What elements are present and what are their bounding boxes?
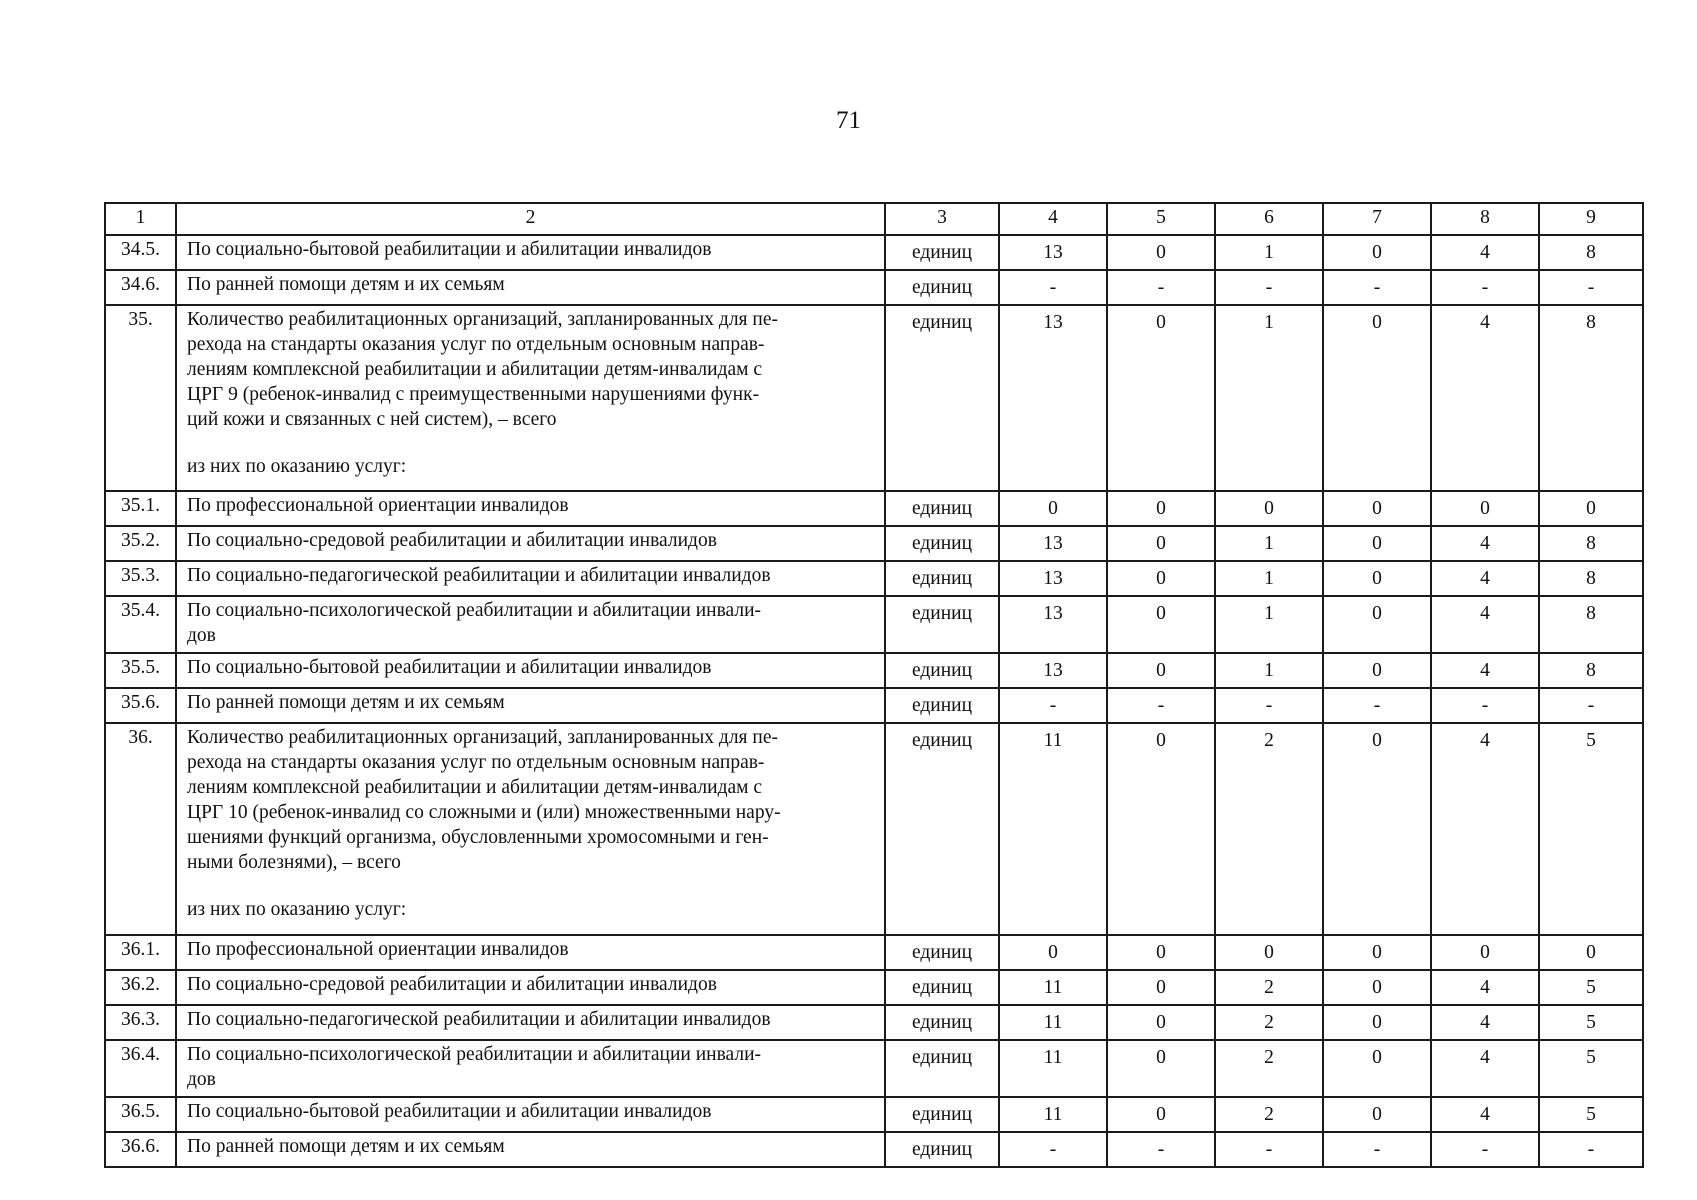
- value-cell: 0: [1323, 723, 1431, 935]
- unit-cell: единиц: [885, 1040, 999, 1097]
- value-cell: -: [1431, 688, 1539, 723]
- value-cell: 1: [1215, 596, 1323, 653]
- indicator-name: По социально-бытовой реабилитации и абилитации инвалидов: [187, 1101, 712, 1122]
- indicator-name: Количество реабилитационных организаций, запланированных для пе- рехода на стандарты оказания услуг по отдельным основным направ- лениям комплексной реабилитации и абилитации детям-инвалидам с ЦРГ 10 (ребенок-инвалид со сложными и (или) множественными нару- шениями функций организма, обусловленными хромосомными и ген- ными болезнями), – всего: [187, 727, 781, 873]
- value-cell: 0: [1323, 1005, 1431, 1040]
- indicator-name-cell: [176, 526, 885, 561]
- value-cell: 0: [1431, 935, 1539, 970]
- data-table: [104, 202, 1644, 1168]
- value-cell: 4: [1431, 561, 1539, 596]
- unit-cell: единиц: [885, 935, 999, 970]
- unit-cell: единиц: [885, 1132, 999, 1167]
- row-number: 35.3.: [105, 561, 176, 596]
- value-cell: 2: [1215, 1097, 1323, 1132]
- table-row: [105, 270, 1643, 305]
- value-cell: 0: [1431, 491, 1539, 526]
- indicator-name: По социально-педагогической реабилитации и абилитации инвалидов: [187, 565, 771, 586]
- indicator-name: По социально-педагогической реабилитации и абилитации инвалидов: [187, 1009, 771, 1030]
- value-cell: 11: [999, 970, 1107, 1005]
- table-row: [105, 653, 1643, 688]
- table-row: [105, 723, 1643, 935]
- value-cell: -: [1323, 1132, 1431, 1167]
- table-row: [105, 1097, 1643, 1132]
- value-cell: 5: [1539, 1040, 1643, 1097]
- table-row: [105, 235, 1643, 270]
- value-cell: 2: [1215, 1040, 1323, 1097]
- value-cell: 4: [1431, 305, 1539, 491]
- indicator-name: По ранней помощи детям и их семьям: [187, 1136, 505, 1157]
- unit-cell: единиц: [885, 305, 999, 491]
- value-cell: 8: [1539, 235, 1643, 270]
- row-number: 34.5.: [105, 235, 176, 270]
- unit-cell: единиц: [885, 1097, 999, 1132]
- column-header: 6: [1215, 203, 1323, 235]
- value-cell: 0: [1107, 935, 1215, 970]
- indicator-name-cell: [176, 970, 885, 1005]
- value-cell: 11: [999, 1097, 1107, 1132]
- value-cell: 0: [1323, 235, 1431, 270]
- value-cell: 0: [1323, 1040, 1431, 1097]
- unit-cell: единиц: [885, 526, 999, 561]
- indicator-name-cell: [176, 653, 885, 688]
- value-cell: 0: [1107, 1005, 1215, 1040]
- value-cell: 4: [1431, 653, 1539, 688]
- value-cell: 2: [1215, 1005, 1323, 1040]
- value-cell: 0: [1107, 596, 1215, 653]
- value-cell: 8: [1539, 526, 1643, 561]
- value-cell: 13: [999, 305, 1107, 491]
- value-cell: 0: [1107, 235, 1215, 270]
- indicator-name: По профессиональной ориентации инвалидов: [187, 939, 569, 960]
- unit-cell: единиц: [885, 723, 999, 935]
- value-cell: 13: [999, 561, 1107, 596]
- value-cell: 0: [1107, 723, 1215, 935]
- value-cell: 13: [999, 235, 1107, 270]
- value-cell: -: [1107, 1132, 1215, 1167]
- value-cell: 4: [1431, 1005, 1539, 1040]
- row-number: 36.2.: [105, 970, 176, 1005]
- value-cell: 8: [1539, 653, 1643, 688]
- row-number: 35.6.: [105, 688, 176, 723]
- value-cell: 8: [1539, 305, 1643, 491]
- value-cell: 1: [1215, 526, 1323, 561]
- value-cell: 4: [1431, 723, 1539, 935]
- row-number: 35.1.: [105, 491, 176, 526]
- value-cell: 0: [1107, 305, 1215, 491]
- value-cell: 0: [1107, 1097, 1215, 1132]
- value-cell: 13: [999, 653, 1107, 688]
- column-header: 5: [1107, 203, 1215, 235]
- indicator-note: из них по оказанию услуг:: [187, 899, 407, 920]
- value-cell: 4: [1431, 526, 1539, 561]
- value-cell: 0: [1323, 526, 1431, 561]
- value-cell: 0: [1215, 935, 1323, 970]
- table-row: [105, 596, 1643, 653]
- value-cell: 0: [999, 491, 1107, 526]
- indicator-name: По профессиональной ориентации инвалидов: [187, 495, 569, 516]
- column-header: 8: [1431, 203, 1539, 235]
- value-cell: 8: [1539, 561, 1643, 596]
- table-row: [105, 688, 1643, 723]
- indicator-name: По ранней помощи детям и их семьям: [187, 274, 505, 295]
- value-cell: -: [1539, 688, 1643, 723]
- value-cell: 5: [1539, 1097, 1643, 1132]
- value-cell: 11: [999, 1040, 1107, 1097]
- value-cell: 0: [1539, 491, 1643, 526]
- unit-cell: единиц: [885, 1005, 999, 1040]
- value-cell: 0: [1107, 561, 1215, 596]
- column-header: 3: [885, 203, 999, 235]
- table-row: [105, 935, 1643, 970]
- value-cell: 11: [999, 1005, 1107, 1040]
- table-row: [105, 491, 1643, 526]
- row-number: 35.2.: [105, 526, 176, 561]
- value-cell: -: [1107, 688, 1215, 723]
- row-number: 35.5.: [105, 653, 176, 688]
- column-header: 1: [105, 203, 176, 235]
- column-header: 2: [176, 203, 885, 235]
- value-cell: 11: [999, 723, 1107, 935]
- unit-cell: единиц: [885, 596, 999, 653]
- value-cell: 8: [1539, 596, 1643, 653]
- value-cell: 4: [1431, 1040, 1539, 1097]
- indicator-name-cell: [176, 270, 885, 305]
- indicator-name-cell: [176, 561, 885, 596]
- indicator-note: из них по оказанию услуг:: [187, 456, 407, 477]
- unit-cell: единиц: [885, 653, 999, 688]
- column-header: 9: [1539, 203, 1643, 235]
- indicator-name: По социально-средовой реабилитации и абилитации инвалидов: [187, 530, 717, 551]
- value-cell: 4: [1431, 596, 1539, 653]
- indicator-name-cell: [176, 935, 885, 970]
- value-cell: -: [1323, 270, 1431, 305]
- value-cell: 2: [1215, 970, 1323, 1005]
- table-row: [105, 526, 1643, 561]
- value-cell: 1: [1215, 561, 1323, 596]
- table-row: [105, 1005, 1643, 1040]
- column-header: 4: [999, 203, 1107, 235]
- indicator-name: Количество реабилитационных организаций, запланированных для пе- рехода на стандарты оказания услуг по отдельным основным направ- лениям комплексной реабилитации и абилитации детям-инвалидам с ЦРГ 9 (ребенок-инвалид с преимущественными нарушениями функ- ций кожи и связанных с ней систем), – всего: [187, 309, 778, 430]
- value-cell: 1: [1215, 235, 1323, 270]
- indicator-name: По социально-бытовой реабилитации и абилитации инвалидов: [187, 657, 712, 678]
- value-cell: 5: [1539, 970, 1643, 1005]
- column-header: 7: [1323, 203, 1431, 235]
- row-number: 36.6.: [105, 1132, 176, 1167]
- value-cell: -: [1215, 1132, 1323, 1167]
- row-number: 36.: [105, 723, 176, 935]
- value-cell: -: [999, 1132, 1107, 1167]
- value-cell: 0: [999, 935, 1107, 970]
- value-cell: 0: [1539, 935, 1643, 970]
- value-cell: -: [999, 270, 1107, 305]
- value-cell: 2: [1215, 723, 1323, 935]
- value-cell: -: [1323, 688, 1431, 723]
- row-number: 36.1.: [105, 935, 176, 970]
- table-row: [105, 1132, 1643, 1167]
- value-cell: -: [1215, 688, 1323, 723]
- indicator-name-cell: [176, 491, 885, 526]
- value-cell: 0: [1323, 561, 1431, 596]
- value-cell: 0: [1107, 1040, 1215, 1097]
- value-cell: 0: [1323, 935, 1431, 970]
- indicator-name-cell: [176, 596, 885, 653]
- row-number: 35.4.: [105, 596, 176, 653]
- value-cell: -: [1431, 1132, 1539, 1167]
- value-cell: 4: [1431, 1097, 1539, 1132]
- value-cell: 5: [1539, 1005, 1643, 1040]
- value-cell: 4: [1431, 235, 1539, 270]
- unit-cell: единиц: [885, 970, 999, 1005]
- row-number: 36.5.: [105, 1097, 176, 1132]
- indicator-name: По социально-психологической реабилитации и абилитации инвали- дов: [187, 600, 762, 646]
- row-number: 35.: [105, 305, 176, 491]
- page-number: 71: [836, 107, 861, 134]
- indicator-name-cell: [176, 1040, 885, 1097]
- unit-cell: единиц: [885, 491, 999, 526]
- indicator-name: По ранней помощи детям и их семьям: [187, 692, 505, 713]
- indicator-name: По социально-средовой реабилитации и абилитации инвалидов: [187, 974, 717, 995]
- value-cell: 0: [1323, 491, 1431, 526]
- value-cell: 0: [1323, 653, 1431, 688]
- value-cell: 0: [1107, 970, 1215, 1005]
- value-cell: 5: [1539, 723, 1643, 935]
- indicator-name-cell: [176, 723, 885, 935]
- value-cell: -: [1215, 270, 1323, 305]
- table-row: [105, 305, 1643, 491]
- indicator-name-cell: [176, 305, 885, 491]
- unit-cell: единиц: [885, 270, 999, 305]
- indicator-name: По социально-психологической реабилитации и абилитации инвали- дов: [187, 1044, 762, 1090]
- value-cell: 0: [1323, 305, 1431, 491]
- row-number: 34.6.: [105, 270, 176, 305]
- value-cell: -: [1539, 270, 1643, 305]
- value-cell: 13: [999, 596, 1107, 653]
- indicator-name-cell: [176, 688, 885, 723]
- value-cell: 13: [999, 526, 1107, 561]
- value-cell: -: [1107, 270, 1215, 305]
- row-number: 36.4.: [105, 1040, 176, 1097]
- value-cell: 0: [1107, 491, 1215, 526]
- value-cell: 0: [1323, 970, 1431, 1005]
- value-cell: -: [1431, 270, 1539, 305]
- value-cell: 0: [1323, 596, 1431, 653]
- indicator-name-cell: [176, 1132, 885, 1167]
- row-number: 36.3.: [105, 1005, 176, 1040]
- value-cell: 4: [1431, 970, 1539, 1005]
- value-cell: 0: [1323, 1097, 1431, 1132]
- table-row: [105, 561, 1643, 596]
- value-cell: -: [1539, 1132, 1643, 1167]
- unit-cell: единиц: [885, 235, 999, 270]
- table-row: [105, 970, 1643, 1005]
- unit-cell: единиц: [885, 688, 999, 723]
- indicator-name-cell: [176, 1005, 885, 1040]
- indicator-name-cell: [176, 1097, 885, 1132]
- value-cell: -: [999, 688, 1107, 723]
- value-cell: 1: [1215, 305, 1323, 491]
- table-row: [105, 1040, 1643, 1097]
- indicator-name: По социально-бытовой реабилитации и абилитации инвалидов: [187, 239, 712, 260]
- value-cell: 0: [1215, 491, 1323, 526]
- table-header-row: [105, 203, 1643, 235]
- indicator-name-cell: [176, 235, 885, 270]
- value-cell: 0: [1107, 526, 1215, 561]
- value-cell: 1: [1215, 653, 1323, 688]
- unit-cell: единиц: [885, 561, 999, 596]
- value-cell: 0: [1107, 653, 1215, 688]
